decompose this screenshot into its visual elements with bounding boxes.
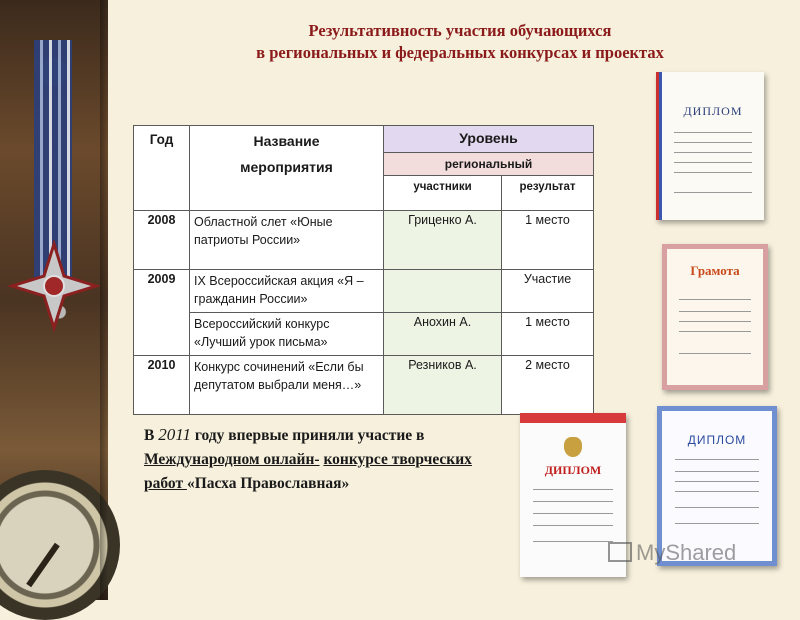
certificate-text-line	[675, 481, 759, 482]
row-participants	[384, 270, 502, 313]
page-title-line-1: Результативность участия обучающихся	[308, 21, 612, 40]
note-year: 2011	[158, 425, 191, 444]
row-event: Областной слет «Юные патриоты России»	[190, 211, 384, 270]
certificate-text-line	[674, 162, 752, 163]
table-row	[134, 313, 594, 356]
certificate-title: ДИПЛОМ	[544, 463, 602, 477]
decorative-collage	[0, 0, 108, 600]
table-row	[134, 356, 594, 415]
certificate-text-line	[675, 523, 759, 524]
row-result: 1 место	[502, 211, 594, 270]
header-event	[190, 126, 384, 211]
note-link-1[interactable]: Международном онлайн-	[144, 451, 320, 468]
certificate-gramota-image	[662, 244, 768, 390]
page-title	[150, 20, 770, 64]
certificate-text-line	[674, 142, 752, 143]
note-prefix: В	[144, 427, 159, 444]
collage-edge-shadow	[100, 0, 108, 600]
row-event: Всероссийский конкурс «Лучший урок письма»	[190, 313, 384, 356]
note-text-1: году впервые приняли участие в	[190, 427, 425, 444]
certificate-text-line	[533, 489, 614, 490]
certificate-text-line	[533, 525, 614, 526]
medal-cross-icon	[8, 240, 100, 332]
certificate-text-line	[679, 353, 752, 354]
certificate-text-line	[533, 501, 614, 502]
note-link-2[interactable]: конкурсе творческих работ	[144, 451, 472, 492]
certificate-text-line	[674, 132, 752, 133]
table-header-row	[134, 126, 594, 153]
header-result: результат	[502, 176, 594, 211]
row-event: Конкурс сочинений «Если бы депутатом выбрали меня…»	[190, 356, 384, 415]
certificate-text-line	[675, 471, 759, 472]
page-title-line-2: в региональных и федеральных конкурсах и проектах	[256, 43, 664, 62]
row-year: 2010	[134, 356, 190, 415]
results-table	[133, 125, 594, 415]
row-year: 2008	[134, 211, 190, 270]
certificate-text-line	[533, 541, 614, 542]
row-participants: Анохин А.	[384, 313, 502, 356]
header-event-line-2: мероприятия	[240, 159, 333, 175]
row-result: Участие	[502, 270, 594, 313]
header-year: Год	[134, 126, 190, 211]
note-text-2: «Пасха Православная»	[186, 475, 350, 492]
watermark	[608, 540, 736, 566]
row-participants: Резников А.	[384, 356, 502, 415]
certificate-text-line	[674, 172, 752, 173]
certificate-text-line	[674, 192, 752, 193]
certificate-text-line	[679, 311, 752, 312]
certificate-text-line	[675, 507, 759, 508]
row-participants: Гриценко А.	[384, 211, 502, 270]
certificate-text-line	[679, 321, 752, 322]
header-regional: региональный	[384, 153, 594, 176]
certificate-diploma-image	[656, 72, 764, 220]
row-result: 2 место	[502, 356, 594, 415]
certificate-title: ДИПЛОМ	[683, 104, 743, 118]
row-year: 2009	[134, 270, 190, 356]
header-event-line-1: Название	[253, 133, 320, 149]
note-paragraph	[144, 423, 484, 496]
certificate-text-line	[675, 459, 759, 460]
certificate-title: Грамота	[690, 263, 740, 278]
certificate-text-line	[679, 299, 752, 300]
certificate-text-line	[533, 513, 614, 514]
certificate-title: ДИПЛОМ	[687, 433, 747, 447]
row-result: 1 место	[502, 313, 594, 356]
header-level: Уровень	[384, 126, 594, 153]
certificate-text-line	[674, 152, 752, 153]
watermark-text: MyShared	[636, 540, 737, 565]
coat-of-arms-icon	[564, 437, 582, 457]
watermark-logo-icon	[608, 542, 632, 562]
certificate-text-line	[679, 331, 752, 332]
header-participants: участники	[384, 176, 502, 211]
certificate-text-line	[675, 491, 759, 492]
row-event: IX Всероссийская акция «Я – гражданин России»	[190, 270, 384, 313]
table-row	[134, 270, 594, 313]
table-row	[134, 211, 594, 270]
